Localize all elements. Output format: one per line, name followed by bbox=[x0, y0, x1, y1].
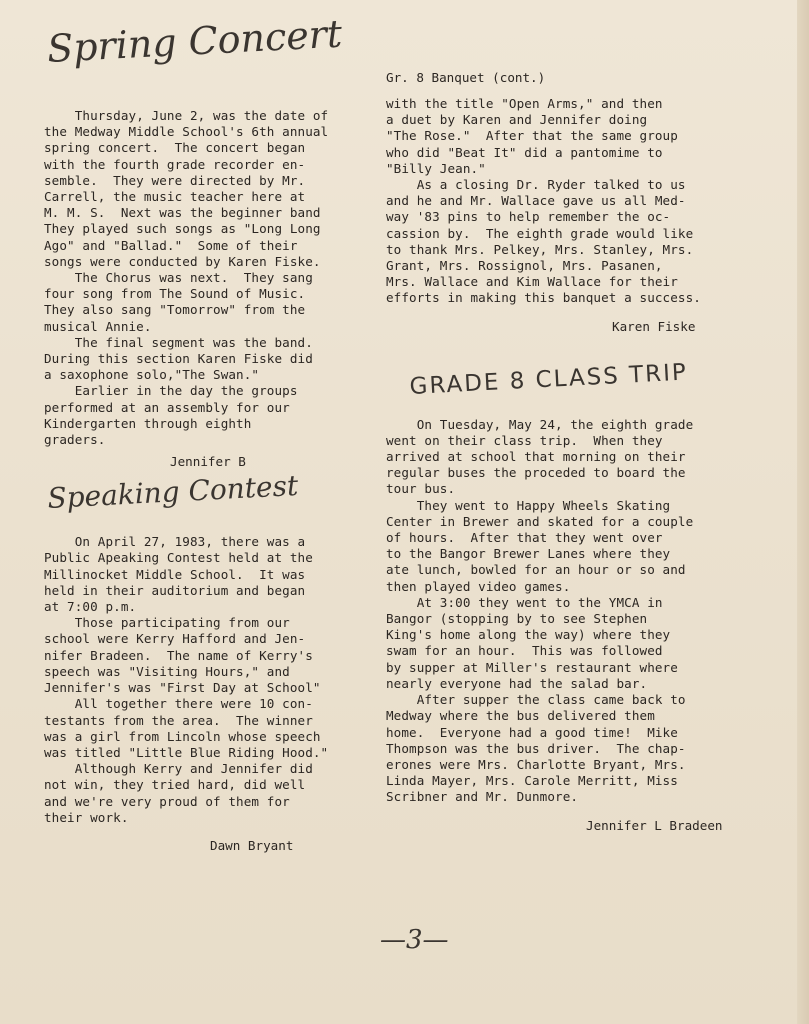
class-trip-body: On Tuesday, May 24, the eighth grade went on their class trip. When they arrived at school that morning on their regular buses the proceded to board the tour bus. They went to Happy Wheels Skating Center in Brewer and skated for a couple of hours. After that they went over to the Bangor Brewer Lanes where they ate lunch, bowled for an hour or so and then played video games. At 3:00 they went to the YMCA in Bangor (stopping by to see Stephen King's home along the way) where they swam for an hour. This was followed by supper at Miller's restaurant where nearly everyone had the salad bar. After supper the class came back to Medway where the bus delivered them home. Everyone had a good time! Mike Thompson was the bus driver. The chap- erones were Mrs. Charlotte Bryant, Mrs. Linda Mayer, Mrs. Carole Merritt, Miss Scribner and Mr. Dunmore. bbox=[386, 416, 694, 805]
speaking-contest-byline: Dawn Bryant bbox=[210, 837, 294, 853]
page-number: —3— bbox=[380, 925, 449, 955]
speaking-contest-title: Speaking Contest bbox=[46, 469, 299, 516]
banquet-heading: Gr. 8 Banquet (cont.) bbox=[386, 70, 546, 85]
speaking-contest-article bbox=[44, 469, 374, 854]
speaking-contest-body: On April 27, 1983, there was a Public Apeaking Contest held at the Millinocket Middle School. It was held in their auditorium and began at 7:00 p.m. Those participating from our school were Kerry Hafford and Jen- nifer Bradeen. The name of Kerry's speech was "Visiting Hours," and Jennifer's was "First Day at School" All together there were 10 con- testants from the area. The winner was a girl from Lincoln whose speech was titled "Little Blue Riding Hood." Although Kerry and Jennifer did not win, they tried hard, did well and we're very proud of them for their work. bbox=[44, 534, 329, 825]
class-trip-byline: Jennifer L Bradeen bbox=[586, 817, 723, 833]
spring-concert-article bbox=[44, 11, 374, 470]
banquet-byline: Karen Fiske bbox=[612, 318, 696, 334]
spring-concert-title: Spring Concert bbox=[46, 11, 344, 71]
banquet-article bbox=[386, 70, 766, 335]
spring-concert-byline: Jennifer B bbox=[170, 454, 246, 470]
left-column bbox=[44, 11, 374, 854]
paper-edge bbox=[797, 0, 809, 1024]
spring-concert-body: Thursday, June 2, was the date of the Medway Middle School's 6th annual spring concert. The concert began with the fourth grade recorder en- semble. They were directed by Mr. Carrell, the music teacher here at M. M. S. Next was the beginner band They played such songs as "Long Long Ago" and "Ballad." Some of their songs were conducted by Karen Fiske. The Chorus was next. They sang four song from The Sound of Music. They also sang "Tomorrow" from the musical Annie. The final segment was the band. During this section Karen Fiske did a saxophone solo,"The Swan." Earlier in the day the groups performed at an assembly for our Kindergarten through eighth graders. bbox=[44, 108, 329, 448]
class-trip-article bbox=[386, 359, 766, 834]
banquet-body: with the title "Open Arms," and then a duet by Karen and Jennifer doing "The Rose." After that the same group who did "Beat It" did a pantomime to "Billy Jean." As a closing Dr. Ryder talked to us and he and Mr. Wallace gave us all Med- way '83 pins to help remember the oc- cassion by. The eighth grade would like to thank Mrs. Pelkey, Mrs. Stanley, Mrs. Grant, Mrs. Rossignol, Mrs. Pasanen, Mrs. Wallace and Kim Wallace for their efforts in making this banquet a success. bbox=[386, 96, 701, 306]
class-trip-title: GRADE 8 CLASS TRIP bbox=[409, 359, 689, 400]
right-column bbox=[386, 70, 766, 834]
